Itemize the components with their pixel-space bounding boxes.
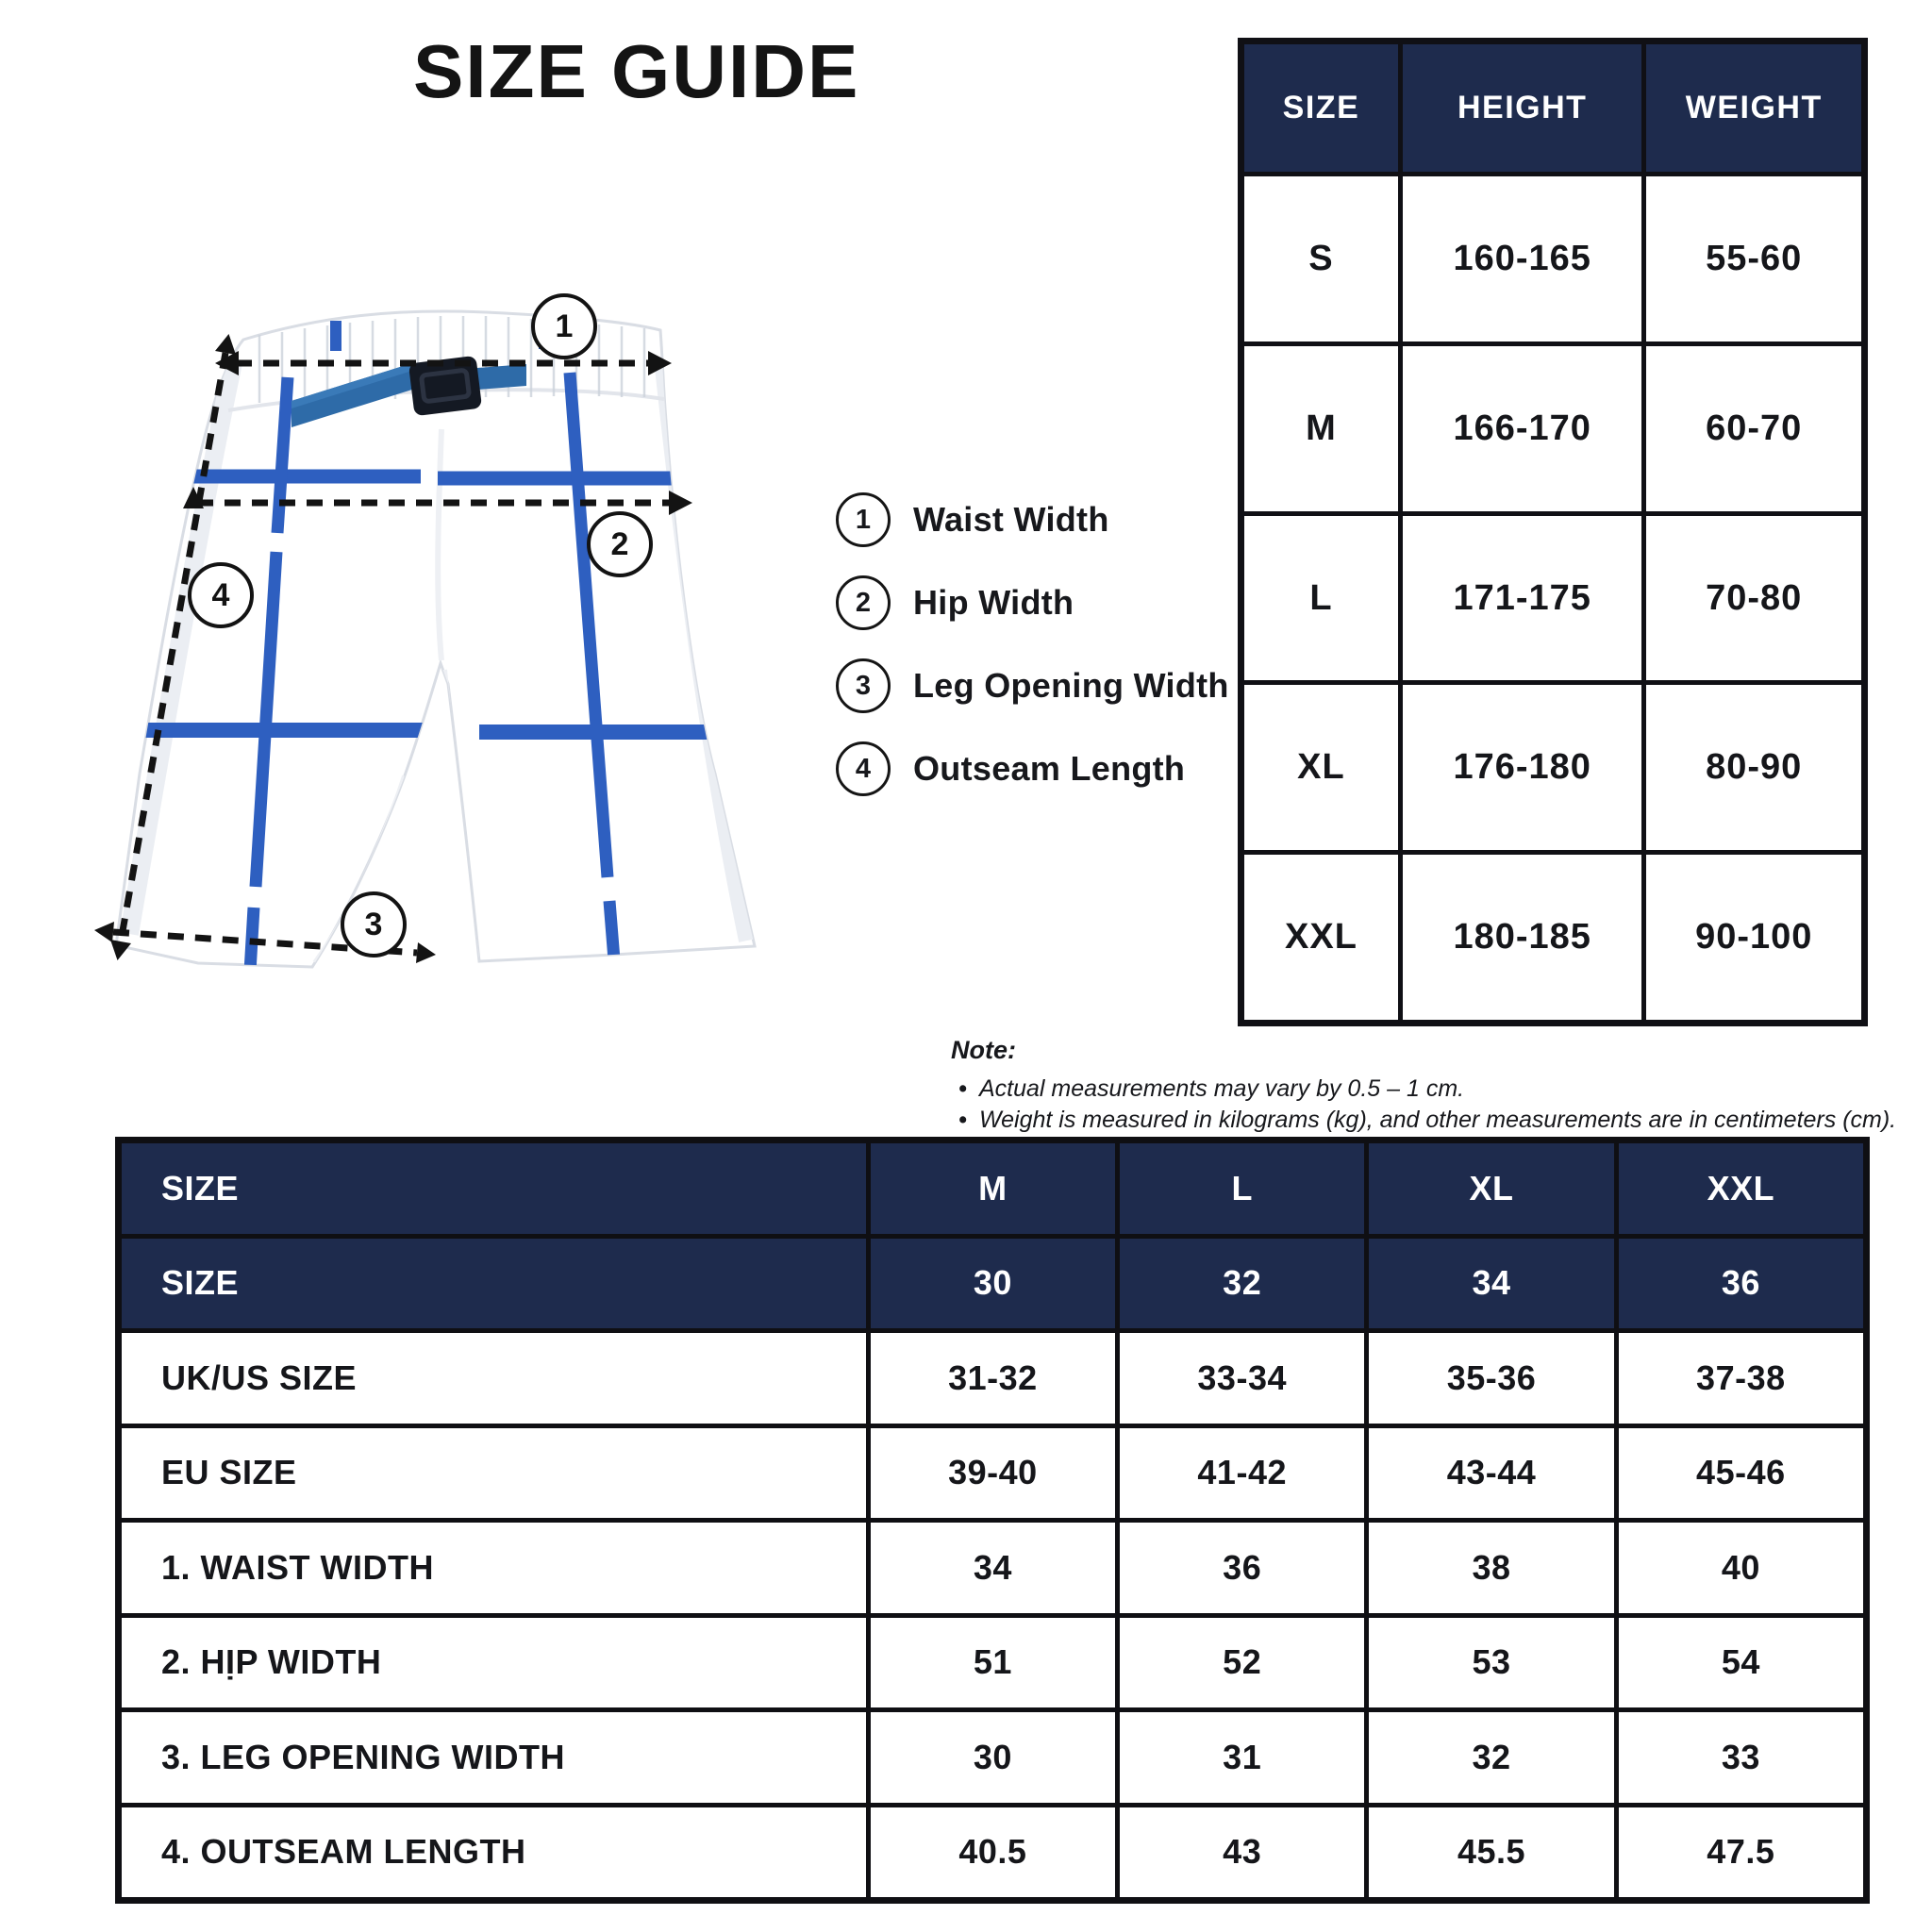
measurement-row-label: EU SIZE [122,1428,866,1519]
hw-cell: 55-60 [1646,176,1861,341]
measurement-cell: 45-46 [1619,1428,1863,1519]
measurement-cell: 35-36 [1369,1333,1613,1424]
hw-cell: 176-180 [1403,685,1642,850]
measurement-cell: 30 [871,1239,1115,1329]
measurements-table [115,1137,1870,1904]
callout-4-number: 4 [211,577,230,613]
legend-circle-1: 1 [836,492,891,547]
callout-3-number: 3 [364,907,383,942]
callout-2-number: 2 [610,526,629,562]
measurement-cell: 40 [1619,1523,1863,1613]
note-label: Note: [951,1036,1016,1064]
note-bullet: • Weight is measured in kilograms (kg), and other measurements are in centimeters (cm). [951,1105,1913,1136]
hw-header-size: SIZE [1244,44,1398,172]
measurement-row-label: SIZE [122,1143,866,1234]
hw-cell: XL [1244,685,1398,850]
measurement-cell: L [1120,1143,1364,1234]
measurement-cell: 53 [1369,1618,1613,1708]
measurement-cell: 43-44 [1369,1428,1613,1519]
measurement-cell: 40.5 [871,1807,1115,1898]
hw-header-height: HEIGHT [1403,44,1642,172]
legend-label-leg-opening: Leg Opening Width [913,666,1229,705]
measurement-cell: 30 [871,1712,1115,1803]
measurement-cell: 32 [1120,1239,1364,1329]
measurement-row-label: 2. HỊP WIDTH [122,1618,866,1708]
hw-cell: XXL [1244,855,1398,1020]
legend-label-outseam: Outseam Length [913,749,1186,788]
measurement-row-label: UK/US SIZE [122,1333,866,1424]
page-title: SIZE GUIDE [413,29,860,113]
legend-item-leg-opening [836,658,1229,713]
hw-cell: 166-170 [1403,346,1642,511]
note-bullet: • Actual measurements may vary by 0.5 – 1 cm. [951,1074,1913,1105]
note [951,1036,1913,1136]
legend-item-outseam [836,741,1229,796]
measurement-cell: 31 [1120,1712,1364,1803]
legend-circle-3: 3 [836,658,891,713]
legend-item-waist [836,492,1229,547]
measurement-cell: 36 [1619,1239,1863,1329]
hw-cell: 180-185 [1403,855,1642,1020]
measurement-cell: 45.5 [1369,1807,1613,1898]
measurement-cell: 33 [1619,1712,1863,1803]
measurement-cell: 33-34 [1120,1333,1364,1424]
hw-header-weight: WEIGHT [1646,44,1861,172]
measurement-legend [836,492,1229,796]
measurement-cell: 52 [1120,1618,1364,1708]
measurement-cell: 34 [1369,1239,1613,1329]
hw-cell: 70-80 [1646,516,1861,681]
hw-cell: M [1244,346,1398,511]
shorts-illustration [85,241,821,1005]
measurement-cell: 39-40 [871,1428,1115,1519]
legend-circle-4: 4 [836,741,891,796]
belt-buckle [408,356,482,416]
measurement-cell: 41-42 [1120,1428,1364,1519]
hw-cell: 80-90 [1646,685,1861,850]
hw-cell: 160-165 [1403,176,1642,341]
measurement-cell: 32 [1369,1712,1613,1803]
legend-label-waist: Waist Width [913,500,1109,539]
legend-item-hip [836,575,1229,630]
measurement-cell: XL [1369,1143,1613,1234]
hw-cell: 171-175 [1403,516,1642,681]
hw-cell: L [1244,516,1398,681]
legend-label-hip: Hip Width [913,583,1074,622]
measurement-cell: 51 [871,1618,1115,1708]
measurement-cell: 43 [1120,1807,1364,1898]
measurement-row-label: SIZE [122,1239,866,1329]
measurement-cell: 54 [1619,1618,1863,1708]
measurement-row-label: 4. OUTSEAM LENGTH [122,1807,866,1898]
measurement-cell: 47.5 [1619,1807,1863,1898]
shorts-svg [85,241,821,1005]
measurement-cell: 37-38 [1619,1333,1863,1424]
measurement-cell: 36 [1120,1523,1364,1613]
hw-cell: 60-70 [1646,346,1861,511]
measurement-cell: M [871,1143,1115,1234]
measurement-cell: 38 [1369,1523,1613,1613]
hw-cell: S [1244,176,1398,341]
measurement-cell: XXL [1619,1143,1863,1234]
measurement-cell: 34 [871,1523,1115,1613]
hw-cell: 90-100 [1646,855,1861,1020]
height-weight-table [1238,38,1868,1026]
legend-circle-2: 2 [836,575,891,630]
callout-1-number: 1 [555,308,574,344]
measurement-row-label: 1. WAIST WIDTH [122,1523,866,1613]
measurement-row-label: 3. LEG OPENING WIDTH [122,1712,866,1803]
measurement-cell: 31-32 [871,1333,1115,1424]
